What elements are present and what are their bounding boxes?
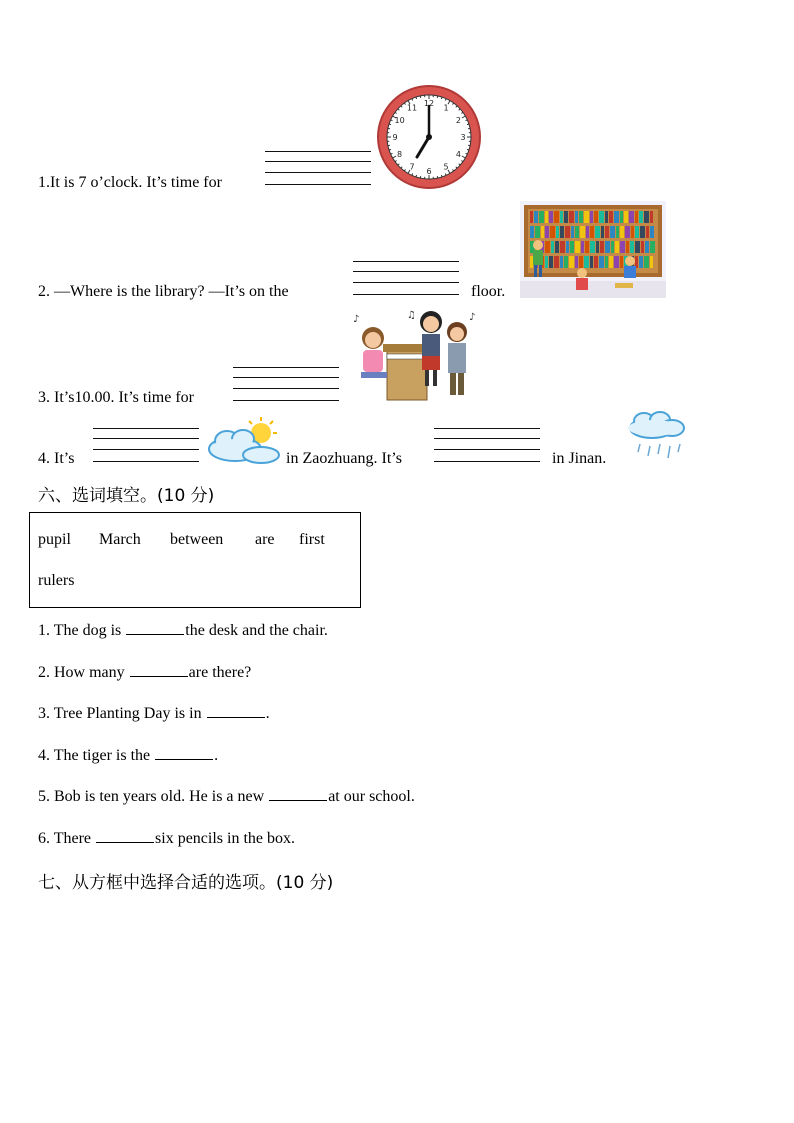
word-bank-item: are [255, 531, 275, 548]
question-2: 2. How many are there? [38, 664, 252, 681]
music-class-illustration [347, 308, 481, 405]
section-6-heading: 六、选词填空。(10 分) [38, 486, 215, 506]
blank-2[interactable] [130, 662, 188, 677]
item-2-post: floor. [471, 283, 506, 300]
word-bank-item: March [99, 531, 141, 548]
clock-number: 5 [443, 162, 449, 172]
blank-6[interactable] [96, 828, 154, 843]
question-6: 6. There six pencils in the box. [38, 830, 295, 847]
item-2-text: 2. —Where is the library? —It’s on the [38, 283, 289, 300]
clock-number: 3 [460, 133, 466, 142]
question-1: 1. The dog is the desk and the chair. [38, 622, 328, 639]
svg-text:♪: ♪ [469, 312, 476, 323]
svg-text:♫: ♫ [407, 310, 416, 321]
word-bank-item: pupil [38, 531, 71, 548]
blank-5[interactable] [269, 786, 327, 801]
clock-number: 9 [392, 133, 398, 142]
question-5: 5. Bob is ten years old. He is a new at our school. [38, 788, 415, 805]
clock-number: 4 [455, 150, 461, 159]
cloudy-sunny-icon [203, 415, 281, 467]
blank-1[interactable] [126, 620, 184, 635]
item-4-post: in Jinan. [552, 450, 607, 467]
clock-illustration [376, 84, 482, 190]
library-illustration [520, 201, 666, 298]
question-3: 3. Tree Planting Day is in . [38, 705, 270, 722]
word-bank-item: first [299, 531, 325, 548]
item-4-text: 4. It’s [38, 450, 75, 467]
blank-3[interactable] [207, 703, 265, 718]
word-bank-item: between [170, 531, 224, 548]
svg-text:♪: ♪ [353, 314, 360, 325]
clock-number: 12 [423, 99, 435, 108]
clock-number: 2 [455, 116, 461, 125]
clock-number: 1 [443, 103, 449, 113]
rainy-icon [622, 408, 690, 468]
clock-number: 10 [394, 116, 405, 125]
item-4-mid: in Zaozhuang. It’s [286, 450, 402, 467]
word-bank-box [29, 512, 361, 608]
clock-number: 7 [409, 162, 415, 172]
item-1-text: 1.It is 7 o’clock. It’s time for [38, 174, 222, 191]
clock-number: 6 [426, 167, 432, 176]
clock-number: 8 [397, 150, 403, 159]
word-bank-item: rulers [38, 572, 75, 589]
section-7-heading: 七、从方框中选择合适的选项。(10 分) [38, 873, 334, 893]
clock-number: 11 [406, 103, 418, 113]
blank-4[interactable] [155, 745, 213, 760]
item-3-text: 3. It’s10.00. It’s time for [38, 389, 194, 406]
question-4: 4. The tiger is the . [38, 747, 219, 764]
